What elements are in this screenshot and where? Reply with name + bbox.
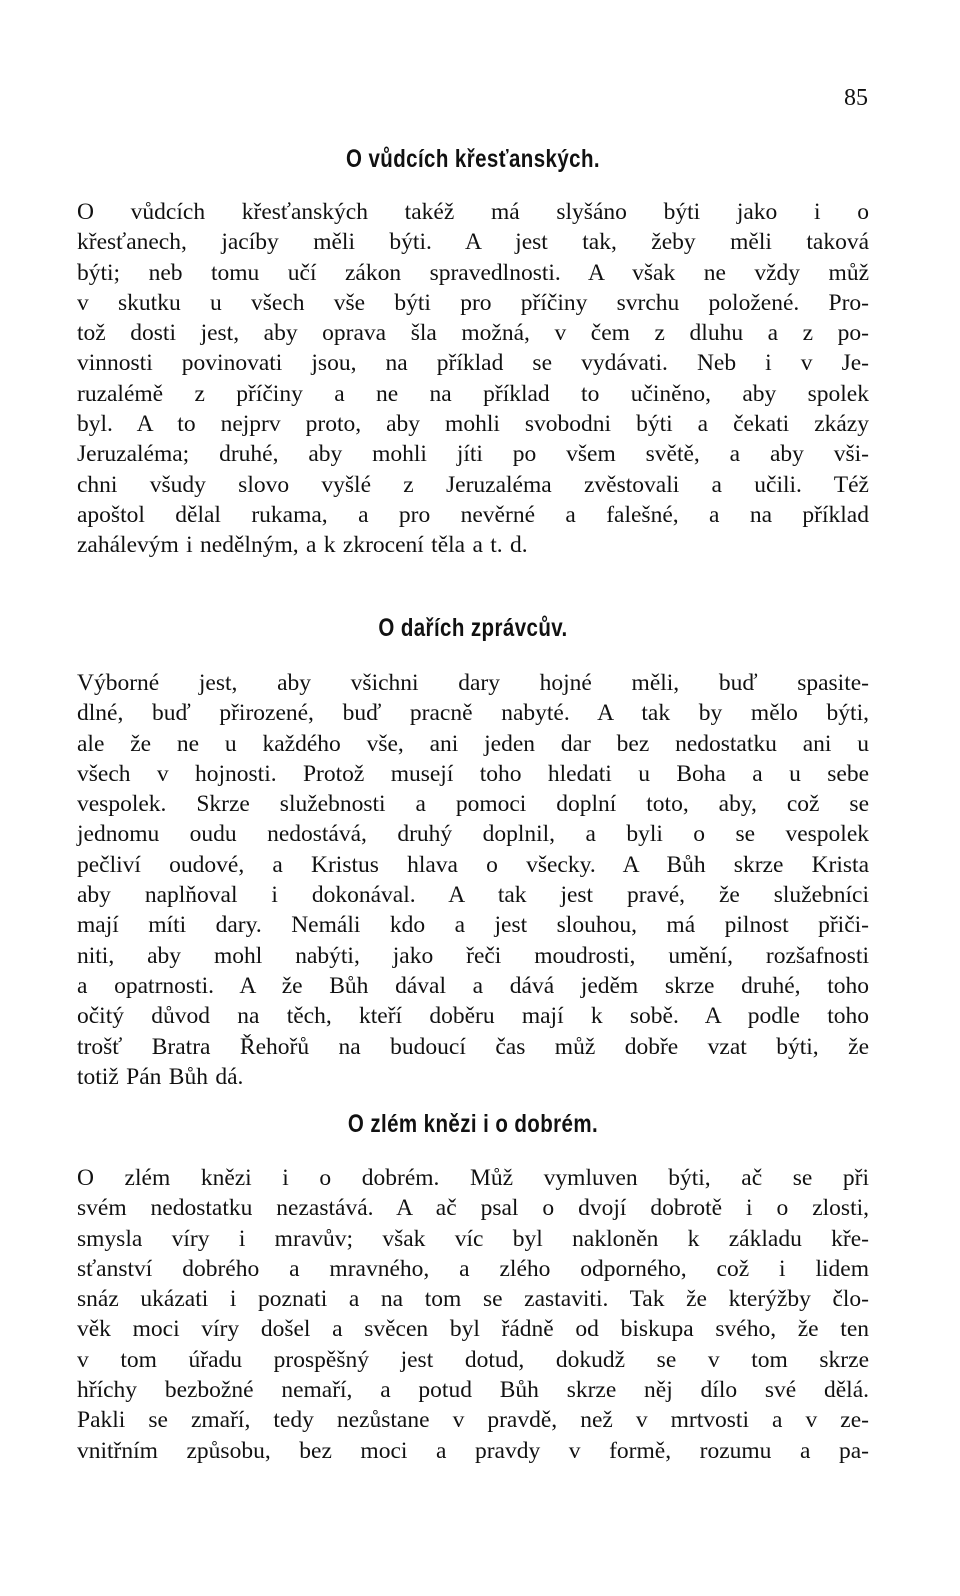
text-line: totiž Pán Bůh dá. (77, 1063, 244, 1090)
text-line: vinnosti povinovati jsou, na příklad se vydávati. Neb i v Je- (77, 350, 869, 377)
text-line: svém nedostatku nezastává. A ač psal o dvojí dobrotě i o zlosti, (77, 1195, 869, 1222)
text-line: býti; neb tomu učí zákon spravedlnosti. A však ne vždy můž (77, 259, 869, 286)
section-title: O zlém knězi i o dobrém. (347, 1110, 599, 1138)
text-line: O zlém knězi i o dobrém. Můž vymluven býti, ač se při (77, 1165, 869, 1191)
text-line: snáz ukázati i poznati a na tom se zastaviti. Tak že kterýžby člo- (77, 1286, 869, 1313)
text-line: vnitřním způsobu, bez moci a pravdy v formě, rozumu a pa- (77, 1437, 869, 1464)
section-paragraph (77, 1163, 869, 1466)
text-line: Pakli se zmaří, tedy nezůstane v pravdě, než v mrtvosti a v ze- (77, 1407, 869, 1434)
text-line: niti, aby mohl nabýti, jako řeči moudrosti, umění, rozšafnosti (77, 942, 869, 969)
text-line: jednomu oudu nedostává, druhý doplnil, a byli o se vespolek (77, 821, 869, 848)
section-paragraph (77, 197, 869, 561)
text-line: dlné, buď přirozené, buď pracně nabyté. A tak by mělo býti, (77, 700, 869, 727)
text-line: ale že ne u každého vše, ani jeden dar bez nedostatku ani u (77, 730, 869, 757)
text-line: v skutku u všech vše býti pro příčiny svrchu položené. Pro- (77, 289, 869, 316)
text-line: hříchy bezbožné nemaří, a potud Bůh skrze něj dílo své dělá. (77, 1377, 869, 1404)
text-line: pečliví oudové, a Kristus hlava o všecky. A Bůh skrze Krista (77, 851, 869, 878)
text-line: apoštol dělal rukama, a pro nevěrné a falešné, a na příklad (77, 501, 869, 528)
text-line: O vůdcích křesťanských takéž má slyšáno býti jako i o (77, 199, 869, 225)
text-line: všech v hojnosti. Protož musejí toho hledati u Boha a u sebe (77, 760, 869, 787)
text-line: vespolek. Skrze služebnosti a pomoci doplní toto, aby, což se (77, 791, 869, 818)
text-line: byl. A to nejprv proto, aby mohli svobodni býti a čekati zkázy (77, 411, 869, 438)
text-line: zahálevým i nedělným, a k zkrocení těla a t. d. (77, 532, 528, 559)
text-line: aby naplňoval i dokonával. A tak jest pravé, že služebníci (77, 882, 869, 909)
text-line: věk moci víry došel a svěcen byl řádně od biskupa svého, že ten (77, 1316, 869, 1343)
text-line: chni všudy slovo vyšlé z Jeruzaléma zvěstovali a učili. Též (77, 471, 869, 498)
section-title: O vůdcích křesťanských. (346, 145, 600, 173)
text-line: křesťanech, jacíby měli býti. A jest tak, žeby měli taková (77, 229, 869, 256)
page-number: 85 (844, 85, 868, 111)
section-paragraph (77, 668, 869, 1092)
text-line: ruzalémě z příčiny a ne na příklad to učiněno, aby spolek (77, 380, 869, 407)
text-line: tož dosti jest, aby oprava šla možná, v čem z dluhu a z po- (77, 320, 869, 347)
text-line: Výborné jest, aby všichni dary hojné měli, buď spasite- (77, 670, 869, 696)
text-line: smysla víry i mravův; však víc byl nakloněn k základu kře- (77, 1225, 869, 1252)
text-line: mají míti dary. Nemáli kdo a jest slouhou, má pilnost přiči- (77, 912, 869, 939)
text-line: očitý důvod na těch, kteří doběru mají k sobě. A podle toho (77, 1003, 869, 1030)
text-line: v tom úřadu prospěšný jest dotud, dokudž se v tom skrze (77, 1346, 869, 1373)
text-line: sťanství dobrého a mravného, a zlého odporného, což i lidem (77, 1255, 869, 1282)
text-line: trošť Bratra Řehořů na budoucí čas můž dobře vzat býti, že (77, 1033, 869, 1060)
section-title: O dařích zprávcův. (378, 614, 568, 642)
text-line: Jeruzaléma; druhé, aby mohli jíti po všem světě, a aby vši- (77, 441, 869, 468)
text-line: a opatrnosti. A že Bůh dával a dává jeděm skrze druhé, toho (77, 972, 869, 999)
